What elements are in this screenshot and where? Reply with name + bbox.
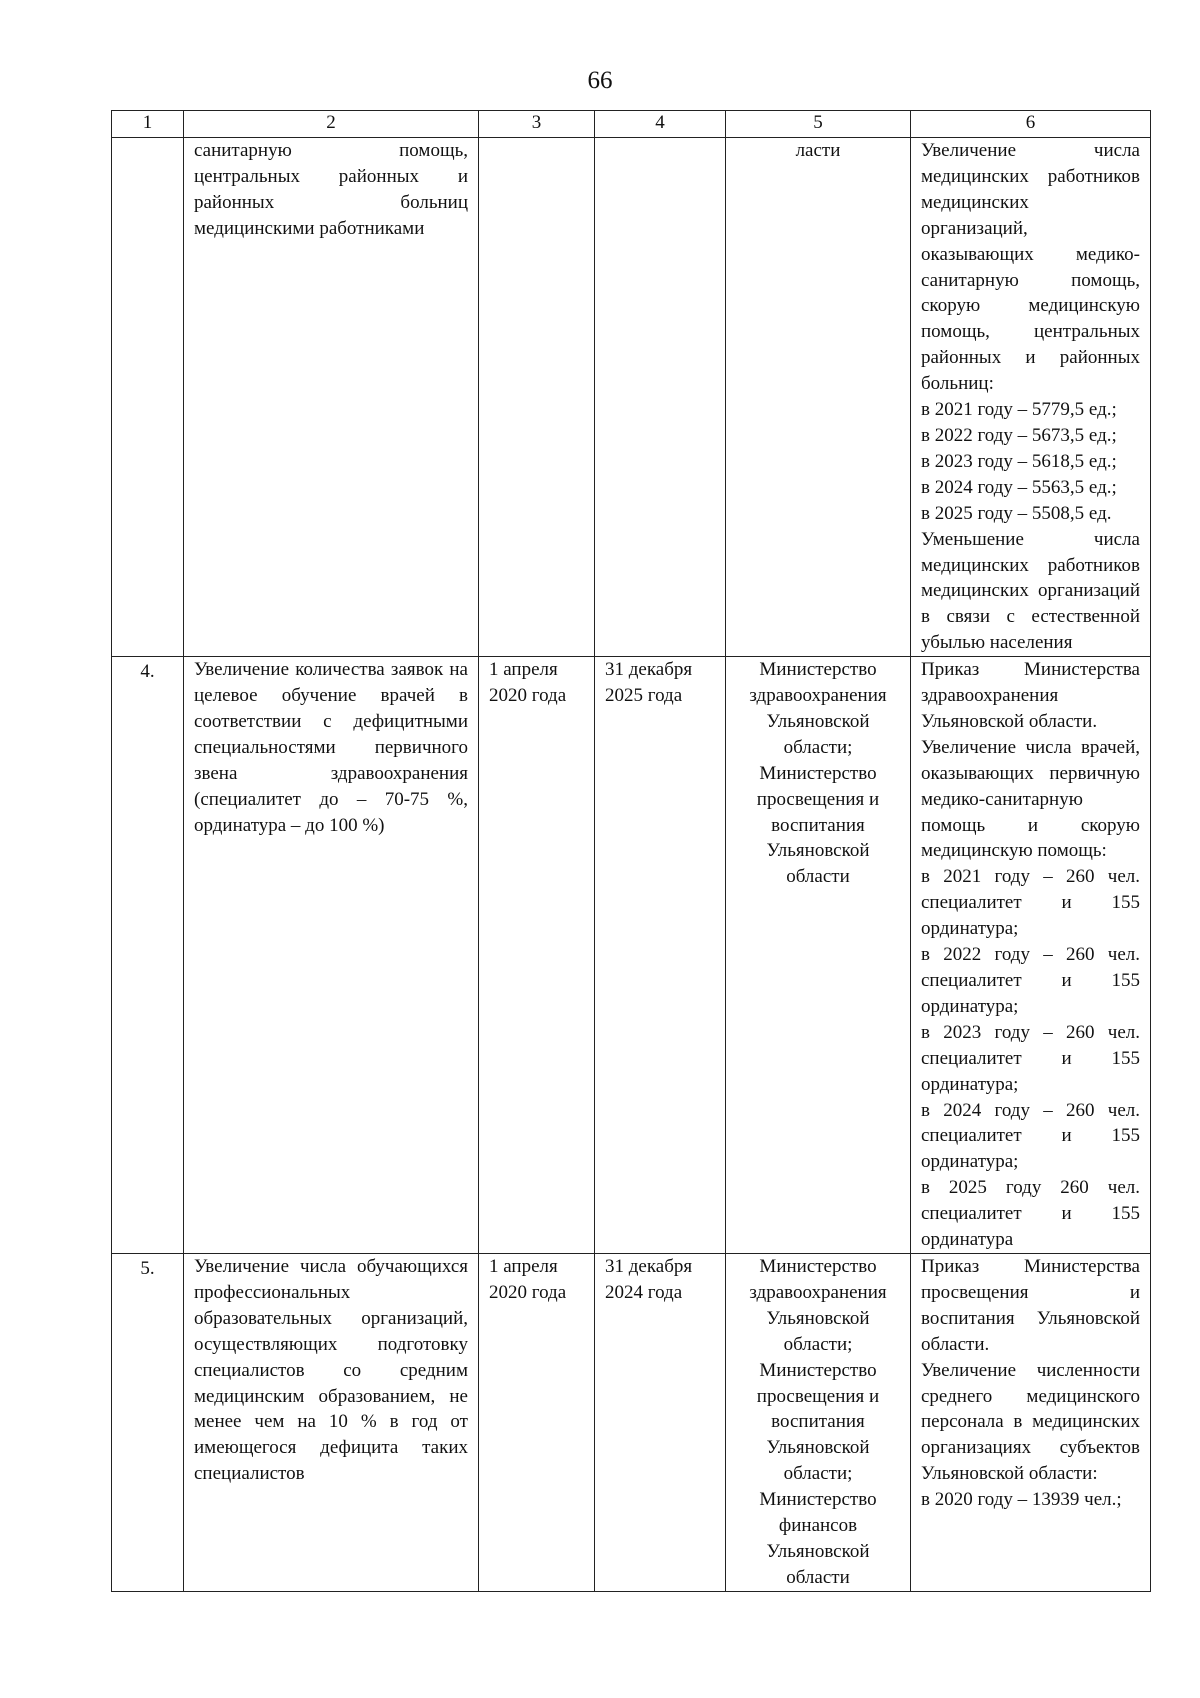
page-number: 66: [587, 67, 613, 94]
row-number: [112, 138, 184, 657]
start-date: 1 апреля 2020 года: [479, 657, 595, 1254]
table-row: [112, 657, 1151, 1254]
action-text: санитарную помощь, центральных районных и районных больниц медицинскими работниками: [184, 138, 479, 657]
row-number: 4.: [112, 657, 184, 1254]
table-row: [112, 1253, 1151, 1591]
responsible-party: ласти: [726, 138, 911, 657]
column-number-6: 6: [911, 111, 1151, 138]
end-date: 31 декабря 2025 года: [595, 657, 726, 1254]
action-text: Увеличение количества заявок на целевое обучение врачей в соответствии с дефицитными специальностями первичного звена здравоохранения (специалитет до – 70-75 %, ординатура – до 100 %): [184, 657, 479, 1254]
table-row: [112, 138, 1151, 657]
column-number-row: [112, 111, 1151, 138]
column-number-3: 3: [479, 111, 595, 138]
column-number-4: 4: [595, 111, 726, 138]
start-date: [479, 138, 595, 657]
row-number: 5.: [112, 1253, 184, 1591]
expected-result: Приказ Министерства просвещения и воспитания Ульяновской области. Увеличение численности среднего медицинского персонала в медицинских организациях субъектов Ульяновской области: в 2020 году – 13939 чел.;: [911, 1253, 1151, 1591]
end-date: 31 декабря 2024 года: [595, 1253, 726, 1591]
action-text: Увеличение числа обучающихся профессиональных образовательных организаций, осуществляющих подготовку специалистов со средним медицинским образованием, не менее чем на 10 % в год от имеющегося дефицита таких специалистов: [184, 1253, 479, 1591]
measures-table: [111, 110, 1151, 1592]
start-date: 1 апреля 2020 года: [479, 1253, 595, 1591]
column-number-2: 2: [184, 111, 479, 138]
responsible-party: Министерство здравоохранения Ульяновской области; Министерство просвещения и воспитания Ульяновской области; Министерство финансов Ульяновской области: [726, 1253, 911, 1591]
responsible-party: Министерство здравоохранения Ульяновской области; Министерство просвещения и воспитания Ульяновской области: [726, 657, 911, 1254]
column-number-5: 5: [726, 111, 911, 138]
expected-result: Приказ Министерства здравоохранения Ульяновской области. Увеличение числа врачей, оказывающих первичную медико-санитарную помощь и скорую медицинскую помощь: в 2021 году – 260 чел. специалитет и 155 ординатура; в 2022 году – 260 чел. специалитет и 155 ординатура; в 2023 году – 260 чел. специалитет и 155 ординатура; в 2024 году – 260 чел. специалитет и 155 ординатура; в 2025 году 260 чел. специалитет и 155 ординатура: [911, 657, 1151, 1254]
expected-result: Увеличение числа медицинских работников медицинских организаций, оказывающих медико-санитарную помощь, скорую медицинскую помощь, центральных районных и районных больниц: в 2021 году – 5779,5 ед.; в 2022 году – 5673,5 ед.; в 2023 году – 5618,5 ед.; в 2024 году – 5563,5 ед.; в 2025 году – 5508,5 ед. Уменьшение числа медицинских работников медицинских организаций в связи с естественной убылью населения: [911, 138, 1151, 657]
end-date: [595, 138, 726, 657]
column-number-1: 1: [112, 111, 184, 138]
